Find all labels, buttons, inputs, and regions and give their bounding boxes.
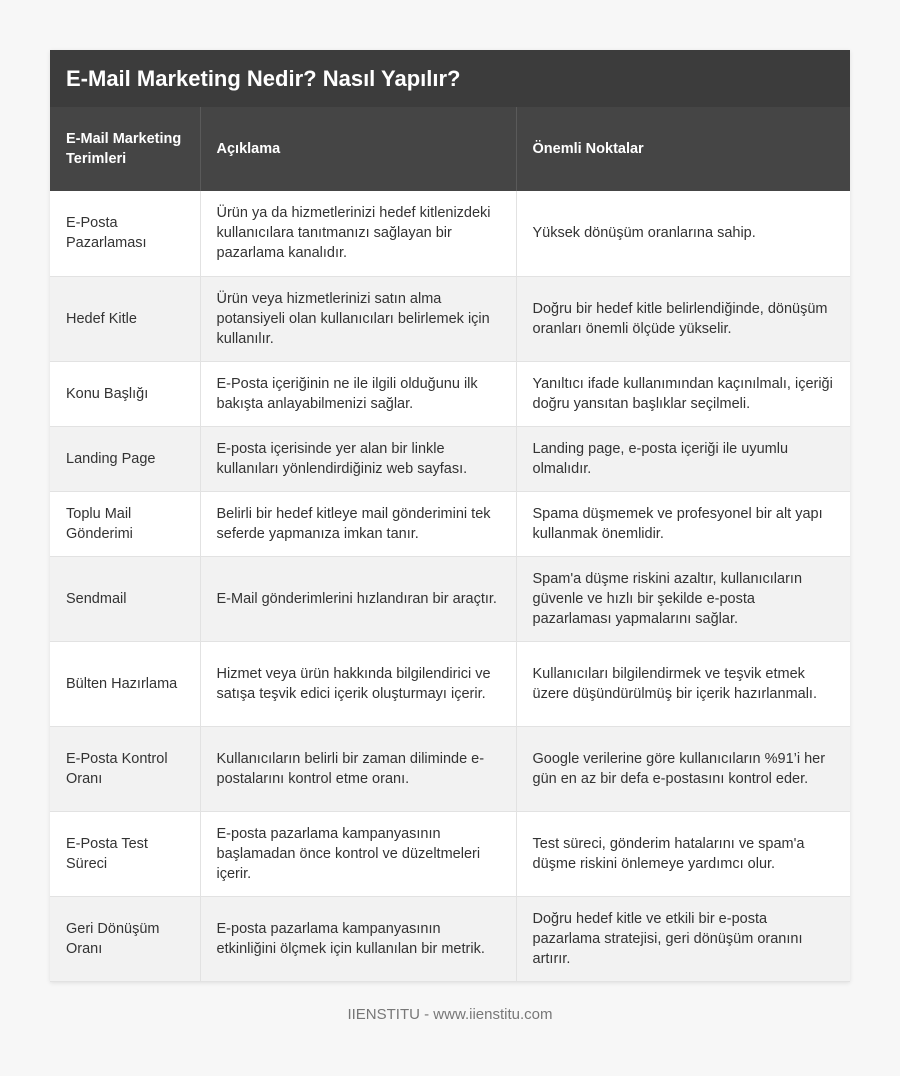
header-row — [50, 107, 850, 191]
footer-credit: IIENSTITU - www.iienstitu.com — [347, 1006, 553, 1023]
column-header-notes: Önemli Noktalar — [516, 107, 850, 191]
column-header-terms: E-Mail Marketing Terimleri — [50, 107, 200, 191]
description-cell: Ürün ya da hizmetlerinizi hedef kitlenizdeki kullanıcılara tanıtmanızı sağlayan bir pazarlama kanalıdır. — [200, 191, 516, 276]
description-cell: Ürün veya hizmetlerinizi satın alma potansiyeli olan kullanıcıları belirlemek için kullanılır. — [200, 276, 516, 361]
term-cell: Sendmail — [50, 556, 200, 641]
table-row — [50, 276, 850, 361]
notes-cell: Test süreci, gönderim hatalarını ve spam'a düşme riskini önlemeye yardımcı olur. — [516, 811, 850, 896]
term-cell: Geri Dönüşüm Oranı — [50, 896, 200, 981]
description-cell: Belirli bir hedef kitleye mail gönderimini tek seferde yapmanıza imkan tanır. — [200, 491, 516, 556]
description-cell: E-posta pazarlama kampanyasının başlamadan önce kontrol ve düzeltmeleri içerir. — [200, 811, 516, 896]
term-cell: Konu Başlığı — [50, 361, 200, 426]
description-cell: E-Posta içeriğinin ne ile ilgili olduğunu ilk bakışta anlayabilmenizi sağlar. — [200, 361, 516, 426]
table-row — [50, 191, 850, 276]
description-cell: E-posta içerisinde yer alan bir linkle kullanıları yönlendirdiğiniz web sayfası. — [200, 426, 516, 491]
description-cell: Hizmet veya ürün hakkında bilgilendirici ve satışa teşvik edici içerik oluşturmayı içerir. — [200, 641, 516, 726]
term-cell: E-Posta Test Süreci — [50, 811, 200, 896]
term-cell: Landing Page — [50, 426, 200, 491]
table-row — [50, 426, 850, 491]
notes-cell: Spama düşmemek ve profesyonel bir alt yapı kullanmak önemlidir. — [516, 491, 850, 556]
terms-table — [50, 107, 850, 982]
table-title: E-Mail Marketing Nedir? Nasıl Yapılır? — [50, 50, 850, 107]
notes-cell: Spam'a düşme riskini azaltır, kullanıcıların güvenle ve hızlı bir şekilde e-posta pazarlaması yapmalarını sağlar. — [516, 556, 850, 641]
notes-cell: Yüksek dönüşüm oranlarına sahip. — [516, 191, 850, 276]
table-row — [50, 556, 850, 641]
notes-cell: Google verilerine göre kullanıcıların %91’i her gün en az bir defa e-postasını kontrol eder. — [516, 726, 850, 811]
term-cell: Bülten Hazırlama — [50, 641, 200, 726]
notes-cell: Kullanıcıları bilgilendirmek ve teşvik etmek üzere düşündürülmüş bir içerik hazırlanmalı. — [516, 641, 850, 726]
notes-cell: Yanıltıcı ifade kullanımından kaçınılmalı, içeriği doğru yansıtan başlıklar seçilmeli. — [516, 361, 850, 426]
table-row — [50, 491, 850, 556]
table-row — [50, 641, 850, 726]
table-card — [50, 50, 850, 982]
term-cell: E-Posta Pazarlaması — [50, 191, 200, 276]
table-row — [50, 361, 850, 426]
term-cell: E-Posta Kontrol Oranı — [50, 726, 200, 811]
description-cell: Kullanıcıların belirli bir zaman diliminde e-postalarını kontrol etme oranı. — [200, 726, 516, 811]
description-cell: E-posta pazarlama kampanyasının etkinliğini ölçmek için kullanılan bir metrik. — [200, 896, 516, 981]
table-row — [50, 811, 850, 896]
term-cell: Toplu Mail Gönderimi — [50, 491, 200, 556]
description-cell: E-Mail gönderimlerini hızlandıran bir araçtır. — [200, 556, 516, 641]
table-row — [50, 726, 850, 811]
notes-cell: Doğru bir hedef kitle belirlendiğinde, dönüşüm oranları önemli ölçüde yükselir. — [516, 276, 850, 361]
column-header-description: Açıklama — [200, 107, 516, 191]
notes-cell: Landing page, e-posta içeriği ile uyumlu olmalıdır. — [516, 426, 850, 491]
notes-cell: Doğru hedef kitle ve etkili bir e-posta pazarlama stratejisi, geri dönüşüm oranını artırır. — [516, 896, 850, 981]
table-row — [50, 896, 850, 981]
term-cell: Hedef Kitle — [50, 276, 200, 361]
